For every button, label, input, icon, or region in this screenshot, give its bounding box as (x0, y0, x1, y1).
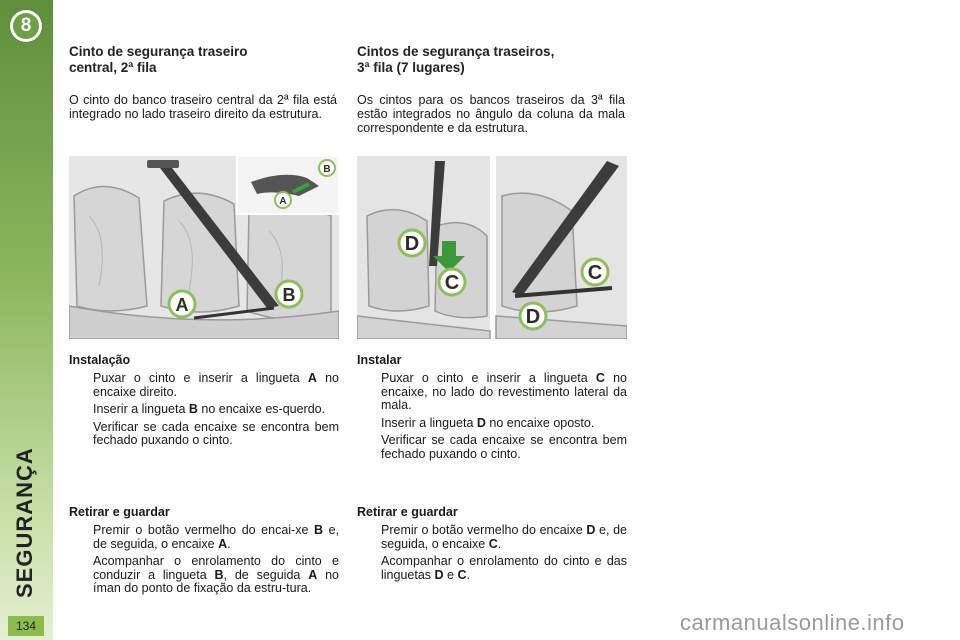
left-remove-section (69, 505, 339, 600)
watermark-text: carmanualsonline.info (680, 610, 905, 635)
list-item: Acompanhar o enrolamento do cinto e das linguetas D e C. (381, 554, 627, 582)
list-item: Premir o botão vermelho do encai-xe B e, de seguida, o encaixe A. (93, 523, 340, 551)
left-title: Cinto de segurança traseiro central, 2ª fila (69, 44, 248, 75)
right-remove-heading: Retirar e guardar (357, 505, 458, 519)
inset-label-b: B (323, 164, 331, 175)
list-item: Premir o botão vermelho do encaixe D e, de seguida, o encaixe C. (381, 523, 627, 551)
seat-belt-drawing (69, 156, 339, 339)
list-item: Inserir a lingueta B no encaixe es-querdo. (93, 402, 326, 416)
section-title: SEGURANÇA (12, 447, 37, 598)
list-item: Acompanhar o enrolamento do cinto e conduzir a lingueta B, de seguida A no íman do ponto de fixação da estru-tura. (93, 554, 339, 595)
left-install-heading: Instalação (69, 353, 131, 367)
list-item: Inserir a lingueta D no encaixe oposto. (381, 415, 595, 430)
left-install-section (69, 353, 339, 452)
label-c-right: C (587, 262, 603, 284)
chapter-sidebar (0, 0, 53, 640)
label-b: B (282, 285, 296, 305)
right-remove-steps (357, 524, 627, 582)
right-install-section (357, 353, 627, 465)
page-number: 134 (8, 616, 44, 636)
third-row-belt-drawing (357, 156, 627, 339)
left-install-steps (69, 372, 339, 448)
list-item: Puxar o cinto e inserir a lingueta A no encaixe direito. (93, 371, 339, 399)
list-item: Verificar se cada encaixe se encontra bem fechado puxando o cinto. (381, 433, 627, 461)
chapter-number: 8 (13, 13, 39, 39)
right-remove-section (357, 505, 627, 586)
label-c: C (444, 272, 460, 294)
label-a: A (175, 295, 189, 315)
right-install-steps (357, 372, 627, 461)
rear-center-belt-illustration (69, 156, 339, 339)
right-intro: Os cintos para os bancos traseiros da 3ª fila estão integrados no ângulo da coluna da mala correspondente e da estrutura. (357, 93, 625, 135)
inset-label-a: A (279, 196, 287, 207)
right-title: Cintos de segurança traseiros, 3ª fila (7 lugares) (357, 44, 555, 75)
label-d-right: D (525, 306, 541, 328)
left-intro: O cinto do banco traseiro central da 2ª fila está integrado no lado traseiro direito da estrutura. (69, 93, 337, 121)
left-remove-steps (69, 524, 339, 596)
list-item: Puxar o cinto e inserir a lingueta C no encaixe, no lado do revestimento lateral da mala. (381, 371, 627, 412)
label-d: D (404, 233, 420, 255)
list-item: Verificar se cada encaixe se encontra bem fechado puxando o cinto. (93, 419, 339, 447)
right-install-heading: Instalar (357, 353, 402, 367)
chapter-badge (10, 10, 42, 42)
left-remove-heading: Retirar e guardar (69, 505, 170, 519)
third-row-belts-illustration (357, 156, 627, 339)
